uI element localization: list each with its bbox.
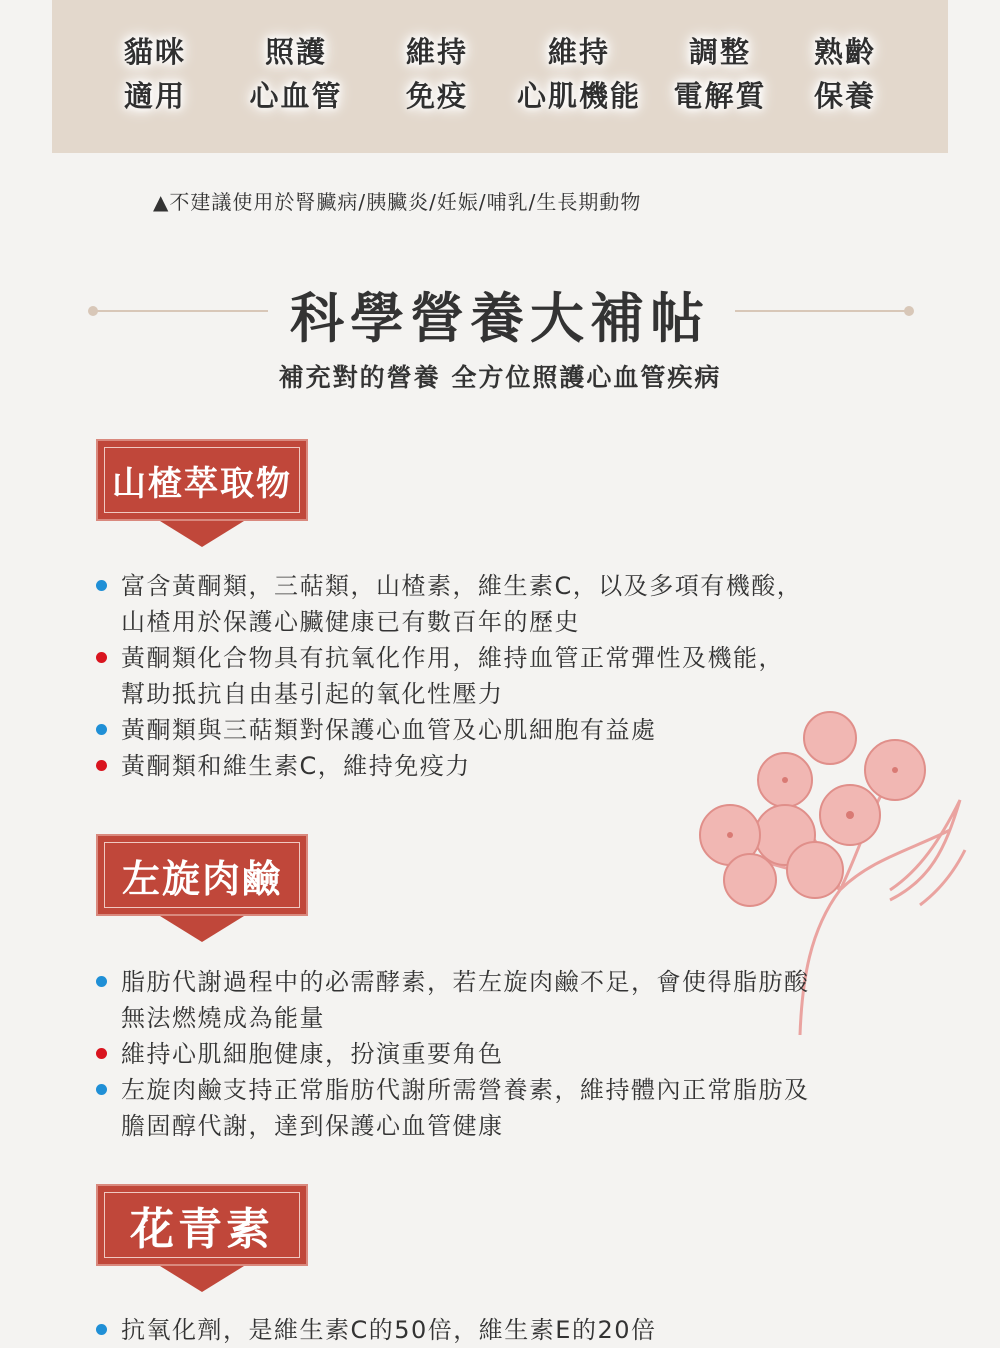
tag-label: 左旋肉鹼 [121, 856, 282, 901]
anthocyanin-benefits-list [96, 1312, 657, 1348]
list-item [96, 1312, 657, 1348]
list-item-text: 左旋肉鹼支持正常脂肪代謝所需營養素，維持體內正常脂肪及 膽固醇代謝，達到保護心血管健康 [121, 1076, 810, 1140]
tag-pointer [160, 1266, 244, 1292]
tag-pointer [160, 916, 244, 942]
badge-line: 心肌機能 [516, 79, 641, 113]
badge-myocardium [512, 30, 646, 118]
carnitine-benefits-list [96, 964, 810, 1144]
badge-line: 保養 [813, 79, 876, 113]
list-item-text: 維持心肌細胞健康，扮演重要角色 [121, 1040, 504, 1068]
section-title: 科學營養大補帖 [290, 287, 710, 350]
list-item-text: 抗氧化劑，是維生素C的50倍，維生素E的20倍 [121, 1316, 657, 1344]
badge-electrolyte [668, 30, 772, 118]
list-item [96, 964, 810, 1036]
tag-pointer [160, 521, 244, 547]
badge-line: 調整 [688, 35, 751, 69]
tag-box [96, 439, 308, 521]
list-item-text: 富含黃酮類，三萜類，山楂素，維生素C，以及多項有機酸， 山楂用於保護心臟健康已有數百年的歷史 [121, 572, 803, 636]
list-item-text: 黃酮類和維生素C，維持免疫力 [121, 752, 471, 780]
tag-box [96, 834, 308, 916]
usage-warning: ▲不建議使用於腎臟病/胰臟炎/妊娠/哺乳/生長期動物 [153, 190, 642, 214]
bullet-dot [96, 580, 107, 591]
badge-line: 維持 [547, 35, 610, 69]
tag-label: 花青素 [130, 1204, 274, 1255]
badge-immune [402, 30, 472, 118]
ingredient-tag-hawthorn [96, 439, 308, 547]
list-item-text: 黃酮類化合物具有抗氧化作用，維持血管正常彈性及機能， 幫助抵抗自由基引起的氧化性壓力 [121, 644, 784, 708]
badge-line: 免疫 [405, 79, 468, 113]
bullet-dot [96, 976, 107, 987]
tag-label: 山楂萃取物 [112, 463, 292, 504]
bullet-dot [96, 760, 107, 771]
bullet-dot [96, 724, 107, 735]
badge-senior [810, 30, 880, 118]
badge-cat [120, 30, 190, 118]
list-item-text: 黃酮類與三萜類對保護心血管及心肌細胞有益處 [121, 716, 657, 744]
section-subtitle: 補充對的營養 全方位照護心血管疾病 [278, 363, 722, 392]
bullet-dot [96, 1084, 107, 1095]
badge-line: 適用 [123, 79, 186, 113]
bullet-dot [96, 1324, 107, 1335]
list-item [96, 1072, 810, 1144]
tag-box [96, 1184, 308, 1266]
list-item [96, 1036, 810, 1072]
ingredient-tag-carnitine [96, 834, 308, 942]
badge-line: 照護 [264, 35, 327, 69]
badge-line: 貓咪 [123, 35, 186, 69]
badge-line: 熟齡 [813, 35, 876, 69]
list-item-text: 脂肪代謝過程中的必需酵素，若左旋肉鹼不足，會使得脂肪酸 無法燃燒成為能量 [121, 968, 810, 1032]
bullet-dot [96, 1048, 107, 1059]
badge-line: 心血管 [249, 79, 343, 113]
badge-cardio [246, 30, 346, 118]
badge-line: 電解質 [673, 79, 767, 113]
bullet-dot [96, 652, 107, 663]
ingredient-tag-anthocyanin [96, 1184, 308, 1292]
badge-line: 維持 [405, 35, 468, 69]
list-item [96, 568, 802, 640]
